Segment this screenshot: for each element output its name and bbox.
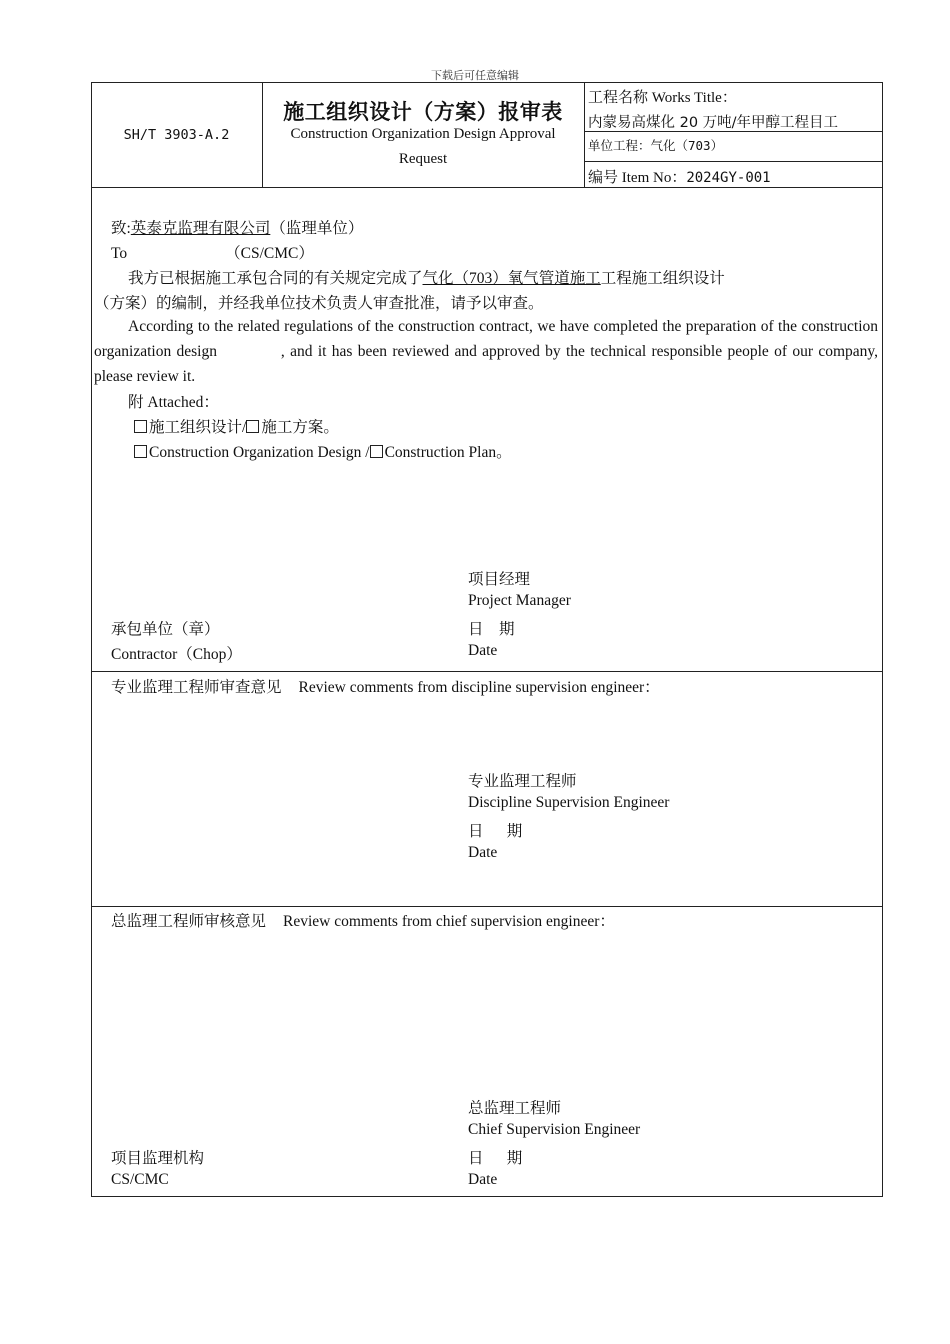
header-divider-2 <box>584 82 585 187</box>
chief-engineer-cn: 总监理工程师 <box>468 1100 562 1117</box>
chief-review-heading-cn: 总监理工程师审核意见 <box>111 913 267 930</box>
contractor-cn: 承包单位（章） <box>111 621 220 638</box>
chief-review-heading-en: Review comments from chief supervision engineer： <box>283 913 615 930</box>
item-no-label: 编号 Item No： <box>588 170 687 186</box>
statement-cn-line1: 我方已根据施工承包合同的有关规定完成了气化（703）氧气管道施工工程施工组织设计 <box>128 270 725 287</box>
addressee-suffix: （监理单位） <box>270 220 364 237</box>
attachment-options-en: Construction Organization Design / Construction Plan。 <box>134 440 512 462</box>
addressee-en-line <box>111 241 314 263</box>
project-manager-cn: 项目经理 <box>468 571 531 588</box>
item-no <box>588 166 771 187</box>
project-manager-en: Project Manager <box>468 592 571 609</box>
checkbox-construction-design-en[interactable] <box>134 445 147 458</box>
checkbox-construction-plan[interactable] <box>246 420 259 433</box>
supervision-org-en: CS/CMC <box>111 1171 169 1188</box>
chief-engineer-en: Chief Supervision Engineer <box>468 1121 641 1138</box>
form-title-en-line1: Construction Organization Design Approval <box>290 126 556 142</box>
works-title-value: 内蒙易高煤化 20 万吨/年甲醇工程目工 <box>588 115 839 131</box>
chief-date-en: Date <box>468 1171 498 1188</box>
discipline-review-heading-cn: 专业监理工程师审查意见 <box>111 679 282 696</box>
supervision-org-cn: 项目监理机构 <box>111 1150 205 1167</box>
header-bottom-rule <box>91 187 883 188</box>
section2-bottom-rule <box>91 906 883 907</box>
checkbox-construction-design[interactable] <box>134 420 147 433</box>
discipline-date-en: Date <box>468 844 498 861</box>
attached-label: 附 Attached： <box>128 394 219 411</box>
statement-cn-line2: （方案）的编制，并经我单位技术负责人审查批准，请予以审查。 <box>94 295 544 312</box>
pm-date-en: Date <box>468 642 498 659</box>
pm-date-cn: 日 期 <box>468 621 515 638</box>
form-title-cn: 施工组织设计（方案）报审表 <box>283 100 563 124</box>
addressee-line <box>111 216 363 238</box>
attachment-options-cn: 施工组织设计/ 施工方案。 <box>134 415 339 437</box>
checkbox-construction-plan-en[interactable] <box>370 445 383 458</box>
chief-date-cn: 日 期 <box>468 1150 523 1167</box>
discipline-engineer-cn: 专业监理工程师 <box>468 773 577 790</box>
addressee-en-suffix: （CS/CMC） <box>225 245 314 262</box>
statement-en: According to the related regulations of the construction contract, we have completed the preparation of the construction organization design , and it has been reviewed and approved by the technical responsible people of our company, please review it. <box>94 318 882 385</box>
discipline-date-cn: 日 期 <box>468 823 523 840</box>
discipline-engineer-en: Discipline Supervision Engineer <box>468 794 670 811</box>
form-title-en-line2: Request <box>398 151 448 167</box>
discipline-review-heading-en: Review comments from discipline supervision engineer： <box>298 679 660 696</box>
addressee-company: 英泰克监理有限公司 <box>130 220 271 237</box>
discipline-review-heading <box>111 675 660 697</box>
section1-bottom-rule <box>91 671 883 672</box>
statement-project-name: 气化（703）氧气管道施工 <box>422 270 601 287</box>
contractor-en: Contractor（Chop） <box>111 646 242 663</box>
top-note: 下载后可任意编辑 <box>431 69 519 82</box>
item-no-value: 2024GY-001 <box>686 170 771 186</box>
addressee-prefix: 致: <box>111 220 131 237</box>
unit-project: 单位工程：气化（703） <box>588 138 724 153</box>
works-title-label: 工程名称 Works Title： <box>588 90 737 106</box>
header-row-rule-2 <box>584 161 882 162</box>
form-code: SH/T 3903-A.2 <box>123 127 230 143</box>
chief-review-heading <box>111 909 615 931</box>
addressee-en-to: To <box>111 245 128 262</box>
